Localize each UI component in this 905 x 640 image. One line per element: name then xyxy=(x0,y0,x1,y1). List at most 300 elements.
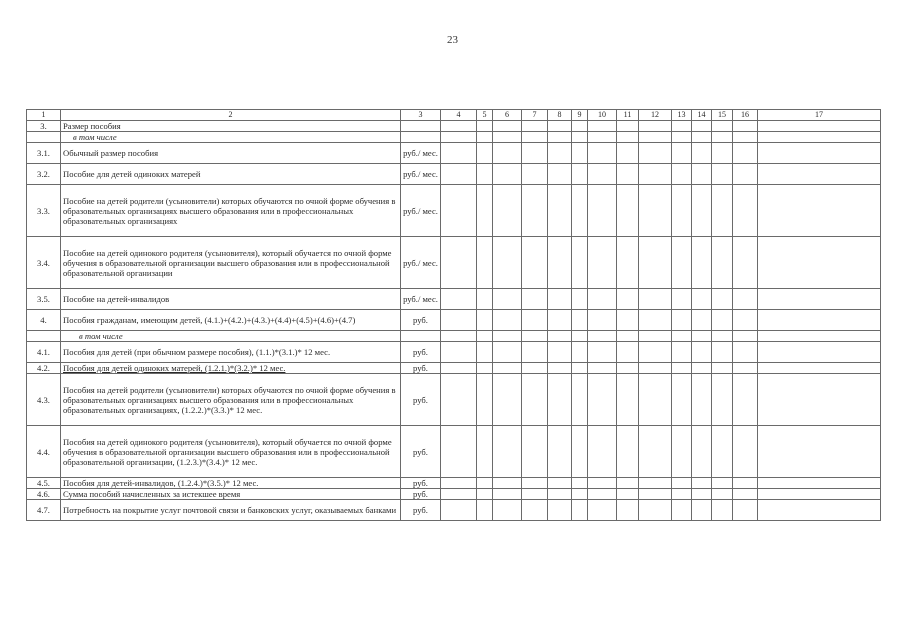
header-cell: 10 xyxy=(588,110,617,121)
value-cell xyxy=(572,374,588,426)
row-number: 3.4. xyxy=(27,237,61,289)
row-description: Пособия для детей одиноких матерей, (1.2.1.)*(3.2.)* 12 мес. xyxy=(61,363,401,374)
value-cell xyxy=(617,185,639,237)
value-cell xyxy=(733,374,758,426)
value-cell xyxy=(477,342,493,363)
value-cell xyxy=(477,374,493,426)
value-cell xyxy=(493,426,522,478)
header-cell: 12 xyxy=(639,110,672,121)
value-cell xyxy=(692,237,712,289)
value-cell xyxy=(617,237,639,289)
row-description: Пособие на детей одинокого родителя (усыновителя), который обучается по очной форме обучения в образовательной организации высшего образования или в профессиональной образовательной организации xyxy=(61,237,401,289)
value-cell xyxy=(441,164,477,185)
value-cell xyxy=(692,478,712,489)
value-cell xyxy=(758,164,881,185)
header-cell: 5 xyxy=(477,110,493,121)
value-cell xyxy=(548,478,572,489)
value-cell xyxy=(639,143,672,164)
value-cell xyxy=(548,342,572,363)
header-cell: 9 xyxy=(572,110,588,121)
form-table xyxy=(26,109,881,521)
row-description: Пособия для детей (при обычном размере пособия), (1.1.)*(3.1.)* 12 мес. xyxy=(61,342,401,363)
value-cell xyxy=(493,289,522,310)
row-number: 4.6. xyxy=(27,489,61,500)
value-cell xyxy=(639,164,672,185)
value-cell xyxy=(493,132,522,143)
value-cell xyxy=(712,374,733,426)
value-cell xyxy=(477,164,493,185)
value-cell xyxy=(617,164,639,185)
value-cell xyxy=(617,310,639,331)
value-cell xyxy=(712,143,733,164)
value-cell xyxy=(692,185,712,237)
value-cell xyxy=(692,310,712,331)
value-cell xyxy=(712,342,733,363)
value-cell xyxy=(733,426,758,478)
value-cell xyxy=(441,331,477,342)
row-description: Пособия гражданам, имеющим детей, (4.1.)+(4.2.)+(4.3.)+(4.4)+(4.5)+(4.6)+(4.7) xyxy=(61,310,401,331)
row-unit: руб./ мес. xyxy=(401,289,441,310)
value-cell xyxy=(522,363,548,374)
row-description: Размер пособия xyxy=(61,121,401,132)
value-cell xyxy=(758,143,881,164)
table-row xyxy=(27,363,881,374)
value-cell xyxy=(477,489,493,500)
value-cell xyxy=(548,310,572,331)
value-cell xyxy=(522,132,548,143)
value-cell xyxy=(733,478,758,489)
value-cell xyxy=(692,363,712,374)
table-row xyxy=(27,237,881,289)
header-cell: 16 xyxy=(733,110,758,121)
value-cell xyxy=(617,143,639,164)
value-cell xyxy=(692,164,712,185)
value-cell xyxy=(588,185,617,237)
value-cell xyxy=(477,331,493,342)
value-cell xyxy=(522,121,548,132)
value-cell xyxy=(441,310,477,331)
value-cell xyxy=(572,342,588,363)
value-cell xyxy=(441,363,477,374)
document-table-container xyxy=(26,109,880,521)
value-cell xyxy=(617,289,639,310)
value-cell xyxy=(733,331,758,342)
value-cell xyxy=(692,289,712,310)
value-cell xyxy=(639,237,672,289)
value-cell xyxy=(572,363,588,374)
header-cell: 8 xyxy=(548,110,572,121)
value-cell xyxy=(733,363,758,374)
value-cell xyxy=(733,489,758,500)
value-cell xyxy=(758,489,881,500)
value-cell xyxy=(692,426,712,478)
row-unit: руб./ мес. xyxy=(401,237,441,289)
value-cell xyxy=(672,331,692,342)
table-row xyxy=(27,331,881,342)
header-cell: 4 xyxy=(441,110,477,121)
row-number: 4.5. xyxy=(27,478,61,489)
value-cell xyxy=(712,310,733,331)
row-description: Обычный размер пособия xyxy=(61,143,401,164)
row-description: Потребность на покрытие услуг почтовой связи и банковских услуг, оказываемых банками xyxy=(61,500,401,521)
value-cell xyxy=(548,500,572,521)
value-cell xyxy=(617,374,639,426)
header-cell: 7 xyxy=(522,110,548,121)
value-cell xyxy=(548,143,572,164)
value-cell xyxy=(733,132,758,143)
value-cell xyxy=(477,426,493,478)
value-cell xyxy=(733,143,758,164)
value-cell xyxy=(588,374,617,426)
table-row xyxy=(27,143,881,164)
value-cell xyxy=(672,500,692,521)
row-description: Сумма пособий начисленных за истекшее время xyxy=(61,489,401,500)
value-cell xyxy=(441,143,477,164)
value-cell xyxy=(692,342,712,363)
value-cell xyxy=(733,237,758,289)
value-cell xyxy=(639,331,672,342)
header-cell: 1 xyxy=(27,110,61,121)
row-number: 3.3. xyxy=(27,185,61,237)
value-cell xyxy=(588,342,617,363)
value-cell xyxy=(712,132,733,143)
value-cell xyxy=(692,489,712,500)
value-cell xyxy=(733,342,758,363)
table-body xyxy=(27,110,881,521)
row-unit: руб. xyxy=(401,374,441,426)
value-cell xyxy=(672,132,692,143)
value-cell xyxy=(572,132,588,143)
row-number: 4.1. xyxy=(27,342,61,363)
value-cell xyxy=(588,426,617,478)
value-cell xyxy=(617,342,639,363)
value-cell xyxy=(548,331,572,342)
row-description: Пособия для детей-инвалидов, (1.2.4.)*(3.5.)* 12 мес. xyxy=(61,478,401,489)
value-cell xyxy=(588,363,617,374)
value-cell xyxy=(572,164,588,185)
value-cell xyxy=(548,363,572,374)
value-cell xyxy=(758,132,881,143)
value-cell xyxy=(712,331,733,342)
value-cell xyxy=(522,310,548,331)
value-cell xyxy=(639,310,672,331)
value-cell xyxy=(692,500,712,521)
value-cell xyxy=(477,478,493,489)
value-cell xyxy=(441,185,477,237)
value-cell xyxy=(758,331,881,342)
value-cell xyxy=(692,132,712,143)
row-description: Пособия на детей одинокого родителя (усыновителя), который обучается по очной форме обучения в образовательной организации высшего образования или в профессиональной образовательной организации, (1.2.3.)*(3.4.)* 12 мес. xyxy=(61,426,401,478)
value-cell xyxy=(758,289,881,310)
row-number: 3.5. xyxy=(27,289,61,310)
header-cell: 15 xyxy=(712,110,733,121)
page-number: 23 xyxy=(447,34,458,46)
value-cell xyxy=(639,121,672,132)
value-cell xyxy=(672,237,692,289)
value-cell xyxy=(441,478,477,489)
value-cell xyxy=(639,363,672,374)
row-unit: руб. xyxy=(401,478,441,489)
table-row xyxy=(27,164,881,185)
value-cell xyxy=(733,500,758,521)
row-unit: руб. xyxy=(401,489,441,500)
value-cell xyxy=(572,310,588,331)
value-cell xyxy=(572,478,588,489)
value-cell xyxy=(477,237,493,289)
value-cell xyxy=(493,143,522,164)
row-description: Пособие на детей родители (усыновители) которых обучаются по очной форме обучения в образовательных организациях высшего образования или в профессиональных образовательных организациях xyxy=(61,185,401,237)
value-cell xyxy=(572,331,588,342)
value-cell xyxy=(617,478,639,489)
value-cell xyxy=(522,489,548,500)
row-unit: руб./ мес. xyxy=(401,143,441,164)
value-cell xyxy=(588,489,617,500)
value-cell xyxy=(572,489,588,500)
value-cell xyxy=(639,478,672,489)
table-row xyxy=(27,289,881,310)
value-cell xyxy=(617,363,639,374)
header-cell: 14 xyxy=(692,110,712,121)
table-row xyxy=(27,374,881,426)
value-cell xyxy=(712,289,733,310)
value-cell xyxy=(758,500,881,521)
value-cell xyxy=(548,289,572,310)
value-cell xyxy=(588,143,617,164)
header-cell: 2 xyxy=(61,110,401,121)
value-cell xyxy=(493,363,522,374)
value-cell xyxy=(639,426,672,478)
row-unit xyxy=(401,121,441,132)
value-cell xyxy=(493,185,522,237)
value-cell xyxy=(548,374,572,426)
row-description: Пособие для детей одиноких матерей xyxy=(61,164,401,185)
value-cell xyxy=(733,164,758,185)
value-cell xyxy=(522,478,548,489)
header-row xyxy=(27,110,881,121)
value-cell xyxy=(548,237,572,289)
table-row xyxy=(27,500,881,521)
row-unit: руб. xyxy=(401,342,441,363)
value-cell xyxy=(617,121,639,132)
value-cell xyxy=(441,237,477,289)
value-cell xyxy=(522,374,548,426)
value-cell xyxy=(758,310,881,331)
value-cell xyxy=(441,121,477,132)
value-cell xyxy=(712,426,733,478)
value-cell xyxy=(588,289,617,310)
value-cell xyxy=(639,374,672,426)
value-cell xyxy=(493,310,522,331)
row-unit xyxy=(401,331,441,342)
value-cell xyxy=(477,500,493,521)
value-cell xyxy=(617,331,639,342)
value-cell xyxy=(441,374,477,426)
value-cell xyxy=(588,310,617,331)
value-cell xyxy=(672,342,692,363)
value-cell xyxy=(493,489,522,500)
row-unit: руб./ мес. xyxy=(401,185,441,237)
value-cell xyxy=(493,331,522,342)
table-row xyxy=(27,121,881,132)
row-description: в том числе xyxy=(61,132,401,143)
value-cell xyxy=(639,342,672,363)
value-cell xyxy=(758,185,881,237)
value-cell xyxy=(522,331,548,342)
header-cell: 11 xyxy=(617,110,639,121)
value-cell xyxy=(522,342,548,363)
value-cell xyxy=(733,289,758,310)
value-cell xyxy=(572,121,588,132)
value-cell xyxy=(588,121,617,132)
value-cell xyxy=(758,342,881,363)
header-cell: 3 xyxy=(401,110,441,121)
value-cell xyxy=(712,164,733,185)
row-number: 4.3. xyxy=(27,374,61,426)
value-cell xyxy=(441,426,477,478)
header-cell: 6 xyxy=(493,110,522,121)
value-cell xyxy=(572,500,588,521)
value-cell xyxy=(572,426,588,478)
value-cell xyxy=(522,164,548,185)
value-cell xyxy=(548,185,572,237)
value-cell xyxy=(639,289,672,310)
value-cell xyxy=(493,237,522,289)
value-cell xyxy=(758,478,881,489)
value-cell xyxy=(617,500,639,521)
value-cell xyxy=(477,310,493,331)
value-cell xyxy=(441,132,477,143)
value-cell xyxy=(672,478,692,489)
header-cell: 17 xyxy=(758,110,881,121)
value-cell xyxy=(441,289,477,310)
table-row xyxy=(27,185,881,237)
value-cell xyxy=(672,143,692,164)
value-cell xyxy=(712,185,733,237)
row-number: 4.2. xyxy=(27,363,61,374)
value-cell xyxy=(672,289,692,310)
value-cell xyxy=(588,478,617,489)
value-cell xyxy=(477,132,493,143)
value-cell xyxy=(672,121,692,132)
row-unit: руб. xyxy=(401,426,441,478)
table-row xyxy=(27,489,881,500)
value-cell xyxy=(617,132,639,143)
header-cell: 13 xyxy=(672,110,692,121)
table-row xyxy=(27,342,881,363)
value-cell xyxy=(712,121,733,132)
row-unit: руб. xyxy=(401,363,441,374)
value-cell xyxy=(588,132,617,143)
value-cell xyxy=(493,374,522,426)
table-row xyxy=(27,310,881,331)
value-cell xyxy=(733,121,758,132)
value-cell xyxy=(493,500,522,521)
value-cell xyxy=(572,185,588,237)
row-unit: руб. xyxy=(401,310,441,331)
value-cell xyxy=(617,489,639,500)
value-cell xyxy=(672,164,692,185)
value-cell xyxy=(758,426,881,478)
table-row xyxy=(27,426,881,478)
value-cell xyxy=(548,489,572,500)
value-cell xyxy=(672,363,692,374)
value-cell xyxy=(712,489,733,500)
row-number: 4. xyxy=(27,310,61,331)
value-cell xyxy=(712,500,733,521)
value-cell xyxy=(692,121,712,132)
row-number: 3.2. xyxy=(27,164,61,185)
value-cell xyxy=(588,164,617,185)
value-cell xyxy=(441,500,477,521)
value-cell xyxy=(477,121,493,132)
value-cell xyxy=(441,342,477,363)
value-cell xyxy=(522,185,548,237)
value-cell xyxy=(548,121,572,132)
row-unit: руб. xyxy=(401,500,441,521)
value-cell xyxy=(639,489,672,500)
row-number xyxy=(27,331,61,342)
value-cell xyxy=(588,500,617,521)
value-cell xyxy=(572,289,588,310)
value-cell xyxy=(493,164,522,185)
value-cell xyxy=(522,143,548,164)
value-cell xyxy=(572,143,588,164)
value-cell xyxy=(758,121,881,132)
value-cell xyxy=(758,237,881,289)
value-cell xyxy=(588,237,617,289)
value-cell xyxy=(522,289,548,310)
value-cell xyxy=(441,489,477,500)
value-cell xyxy=(639,500,672,521)
value-cell xyxy=(522,500,548,521)
row-description: Пособие на детей-инвалидов xyxy=(61,289,401,310)
value-cell xyxy=(692,374,712,426)
row-number xyxy=(27,132,61,143)
row-unit: руб./ мес. xyxy=(401,164,441,185)
value-cell xyxy=(639,185,672,237)
value-cell xyxy=(572,237,588,289)
row-description: Пособия на детей родители (усыновители) которых обучаются по очной форме обучения в образовательных организациях высшего образования или в профессиональных образовательных организациях, (1.2.2.)*(3.3.)* 12 мес. xyxy=(61,374,401,426)
row-unit xyxy=(401,132,441,143)
value-cell xyxy=(477,143,493,164)
value-cell xyxy=(548,132,572,143)
row-description: в том числе xyxy=(61,331,401,342)
value-cell xyxy=(758,374,881,426)
value-cell xyxy=(477,289,493,310)
value-cell xyxy=(639,132,672,143)
value-cell xyxy=(672,489,692,500)
value-cell xyxy=(672,185,692,237)
value-cell xyxy=(712,363,733,374)
value-cell xyxy=(733,185,758,237)
value-cell xyxy=(522,237,548,289)
value-cell xyxy=(477,363,493,374)
value-cell xyxy=(493,342,522,363)
value-cell xyxy=(758,363,881,374)
row-number: 4.4. xyxy=(27,426,61,478)
value-cell xyxy=(733,310,758,331)
value-cell xyxy=(617,426,639,478)
value-cell xyxy=(672,426,692,478)
value-cell xyxy=(548,426,572,478)
value-cell xyxy=(522,426,548,478)
value-cell xyxy=(692,143,712,164)
value-cell xyxy=(493,478,522,489)
value-cell xyxy=(493,121,522,132)
table-row xyxy=(27,478,881,489)
value-cell xyxy=(692,331,712,342)
value-cell xyxy=(588,331,617,342)
